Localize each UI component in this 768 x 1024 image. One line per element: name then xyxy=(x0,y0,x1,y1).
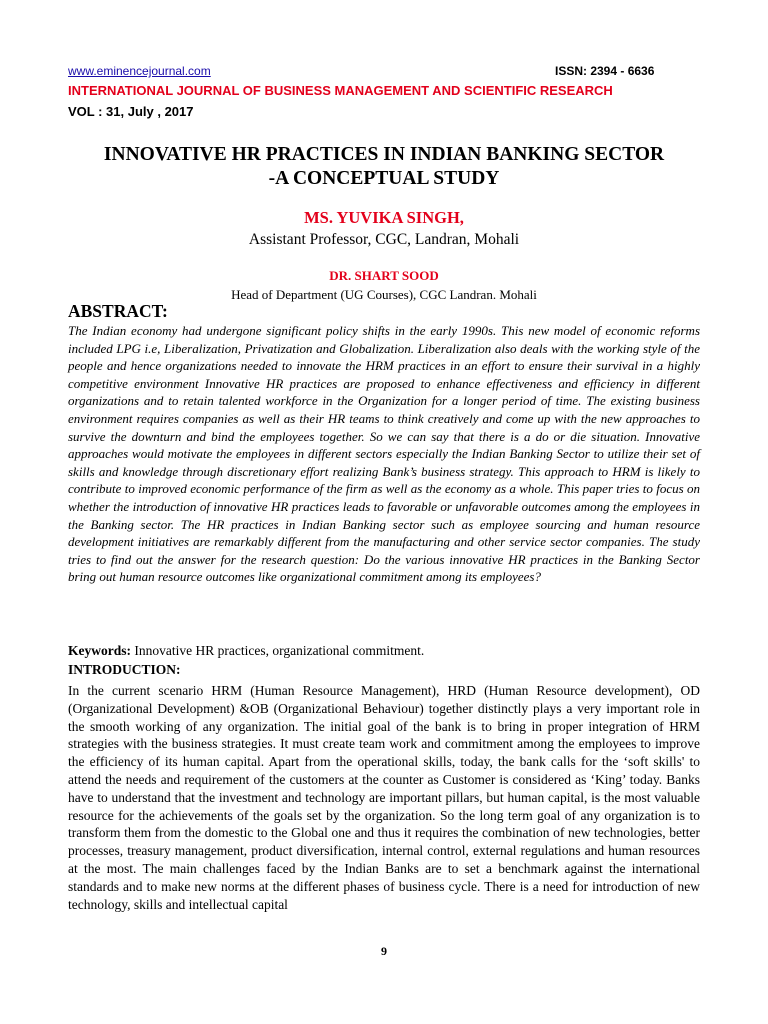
paper-title xyxy=(68,143,700,191)
author-name: MS. YUVIKA SINGH, xyxy=(304,208,464,227)
paper-title-line-1: INNOVATIVE HR PRACTICES IN INDIAN BANKING SECTOR xyxy=(103,144,665,165)
keywords-label: Keywords: xyxy=(68,643,131,658)
author-name: DR. SHART SOOD xyxy=(329,268,439,283)
volume-info: VOL : 31, July , 2017 xyxy=(68,104,194,119)
issn-label: ISSN: 2394 - 6636 xyxy=(555,64,655,78)
journal-website-link[interactable]: www.eminencejournal.com xyxy=(68,64,211,78)
paper-title-line-2: -A CONCEPTUAL STUDY xyxy=(268,168,500,189)
introduction-body: In the current scenario HRM (Human Resource Management), HRD (Human Resource development), OD (Organizational Development) &OB (Organizational Behaviour) together distinctly plays a very important role in the smooth working of any organization. The initial goal of the bank is to bring in proper integration of HRM strategies with the business strategies. It must create team work and commitment among the employees to improve the efficiency of its human capital. Apart from the operational skills, today, the bank calls for the ‘soft skills' to attend the needs and requirement of the customers at the counter as Customer is considered as ‘King’ today. Banks have to understand that the investment and technology are important pillars, but human capital, is the most valuable resource for the achievements of the goals set by the organization. So the long term goal of any organization is to transform them from the domestic to the Global one and thus it requires the combination of new technologies, better processes, treasury management, product diversification, internal control, external regulations and human resources at the most. The main challenges faced by the Indian Banks are to set a benchmark against the international standards and to make new norms at the different phases of business cycle. There is a need for introduction of new technology, skills and intellectual capital xyxy=(68,683,700,912)
journal-name: INTERNATIONAL JOURNAL OF BUSINESS MANAGEMENT AND SCIENTIFIC RESEARCH xyxy=(68,83,613,98)
author-affiliation: Head of Department (UG Courses), CGC Landran. Mohali xyxy=(231,287,537,302)
abstract-heading: ABSTRACT: xyxy=(68,301,168,321)
page-number: 9 xyxy=(381,944,387,958)
keywords-text: Innovative HR practices, organizational commitment. xyxy=(131,643,425,658)
abstract-body: The Indian economy had undergone significant policy shifts in the early 1990s. This new model of economic reforms included LPG i.e, Liberalization, Privatization and Globalization. Liberalization also deals with the working style of the people and hence organizations needed to innovate the HRM practices in an effort to ensure their survival in a highly competitive environment Innovative HR practices are proposed to enhance effectiveness and efficiency in different organizations and to retain talented workforce in the Organization for a longer period of time. The existing business environment requires companies as well as their HR teams to think creatively and come up with the new approaches to survive the downturn and bind the employees together. So we can say that there is a do or die situation. Innovative approaches would motivate the employees in different sectors especially the Indian Banking Sector to utilize their set of skills and knowledge through discretionary effort realizing Bank’s business strategy. This approach to HRM is likely to contribute to improved economic performance of the firm as well as the economy as a whole. This paper tries to focus on whether the introduction of innovative HR practices leads to favorable or unfavorable outcomes among the employees in the Banking sector. The HR practices in Indian Banking sector such as employee sourcing and human resource development initiatives are remarkably different from the manufacturing and other service sector companies. The study tries to find out the answer for the research question: Do the various innovative HR practices in the Banking Sector bring out human resource outcomes like organizational commitment among its employees? xyxy=(68,323,700,585)
author-affiliation: Assistant Professor, CGC, Landran, Mohali xyxy=(248,231,520,248)
keywords-line xyxy=(68,643,700,659)
introduction-heading: INTRODUCTION: xyxy=(68,662,181,677)
